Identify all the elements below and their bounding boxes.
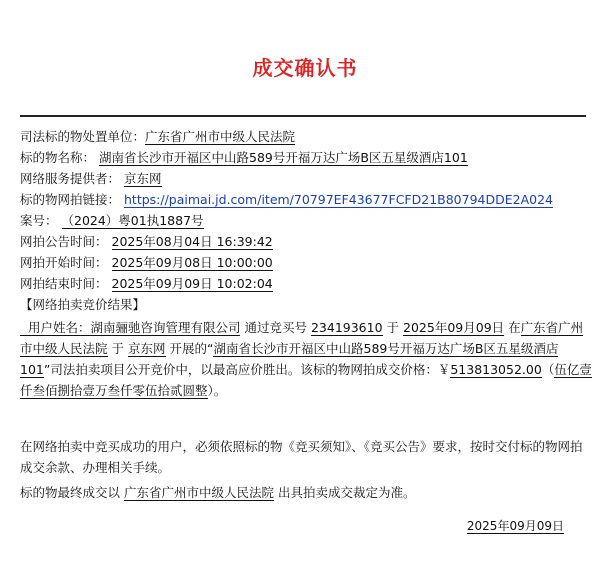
final-text-1: 标的物最终成交以: [20, 485, 121, 500]
item-name-value: 湖南省长沙市开福区中山路589号开福万达广场B区五星级酒店101: [99, 150, 468, 165]
result-text-2: 于: [386, 320, 400, 335]
result-text-3: 在: [508, 320, 521, 335]
field-provider: [20, 170, 162, 188]
user-name: 湖南骊驰咨询管理有限公司: [90, 320, 241, 335]
bid-number: 234193610: [310, 320, 383, 335]
result-text-1: 通过竞买号: [244, 320, 307, 335]
result-platform: 京东网: [128, 341, 166, 356]
item-name-label: 标的物名称：: [20, 150, 96, 165]
auction-link[interactable]: https://paimai.jd.com/item/70797EF43677FCFD21B80794DDE2A024: [124, 192, 554, 207]
document-date: [467, 517, 564, 534]
field-announce-time: [20, 233, 273, 251]
court-label: 司法标的物处置单位：: [20, 129, 146, 144]
result-heading: 【网络拍卖竞价结果】: [20, 297, 146, 312]
provider-label: 网络服务提供者：: [20, 171, 121, 186]
field-item-name: [20, 149, 468, 167]
announce-value: 2025年08月04日 16:39:42: [111, 234, 273, 249]
field-case-number: [20, 212, 204, 230]
field-end-time: [20, 275, 273, 293]
user-label: 用户姓名：: [27, 320, 91, 335]
case-label: 案号：: [20, 213, 58, 228]
provider-value: 京东网: [124, 171, 162, 186]
start-value: 2025年09月08日 10:00:00: [111, 255, 273, 270]
document-title: 成交确认书: [252, 56, 358, 80]
link-label: 标的物网拍链接：: [20, 192, 121, 207]
result-court: 广东省广州市中级人民法院: [20, 320, 584, 356]
date-value: 2025年09月09日: [466, 519, 564, 533]
result-text-5: 开展的“: [169, 341, 214, 356]
result-price-words: 伍亿壹仟叁佰捌拾壹万叁仟零伍拾贰圆整: [20, 362, 592, 398]
court-value: 广东省广州市中级人民法院: [145, 129, 296, 144]
field-link: [20, 191, 553, 209]
final-paragraph: [20, 482, 592, 503]
start-label: 网拍开始时间：: [20, 255, 108, 270]
end-label: 网拍结束时间：: [20, 276, 108, 291]
result-text-4: 于: [111, 341, 125, 356]
final-court: 广东省广州市中级人民法院: [124, 485, 275, 500]
field-start-time: [20, 254, 273, 272]
user-block: [20, 320, 240, 336]
notice-paragraph: 在网络拍卖中竞买成功的用户，必须依照标的物《竞买须知》、《竞买公告》要求，按时交付标的物网拍成交余款、办理相关手续。: [20, 439, 583, 475]
result-text-8: ）。: [207, 383, 227, 398]
field-court: [20, 128, 295, 146]
result-item: 湖南省长沙市开福区中山路589号开福万达广场B区五星级酒店101: [20, 341, 559, 377]
result-text-6: ”司法拍卖项目公开竞价中，以最高应价胜出。该标的物网拍成交价格：￥: [43, 362, 451, 377]
bid-date: 2025年09月09日: [403, 320, 505, 335]
result-price: 513813052.00: [450, 362, 542, 377]
announce-label: 网拍公告时间：: [20, 234, 108, 249]
final-text-2: 出具拍卖成交裁定为准。: [278, 485, 416, 500]
end-value: 2025年09月09日 10:02:04: [111, 276, 273, 291]
result-text-7: （: [541, 362, 555, 377]
title-divider: [20, 115, 586, 117]
result-paragraph: [20, 317, 592, 401]
case-value: （2024）粤01执1887号: [61, 213, 204, 228]
